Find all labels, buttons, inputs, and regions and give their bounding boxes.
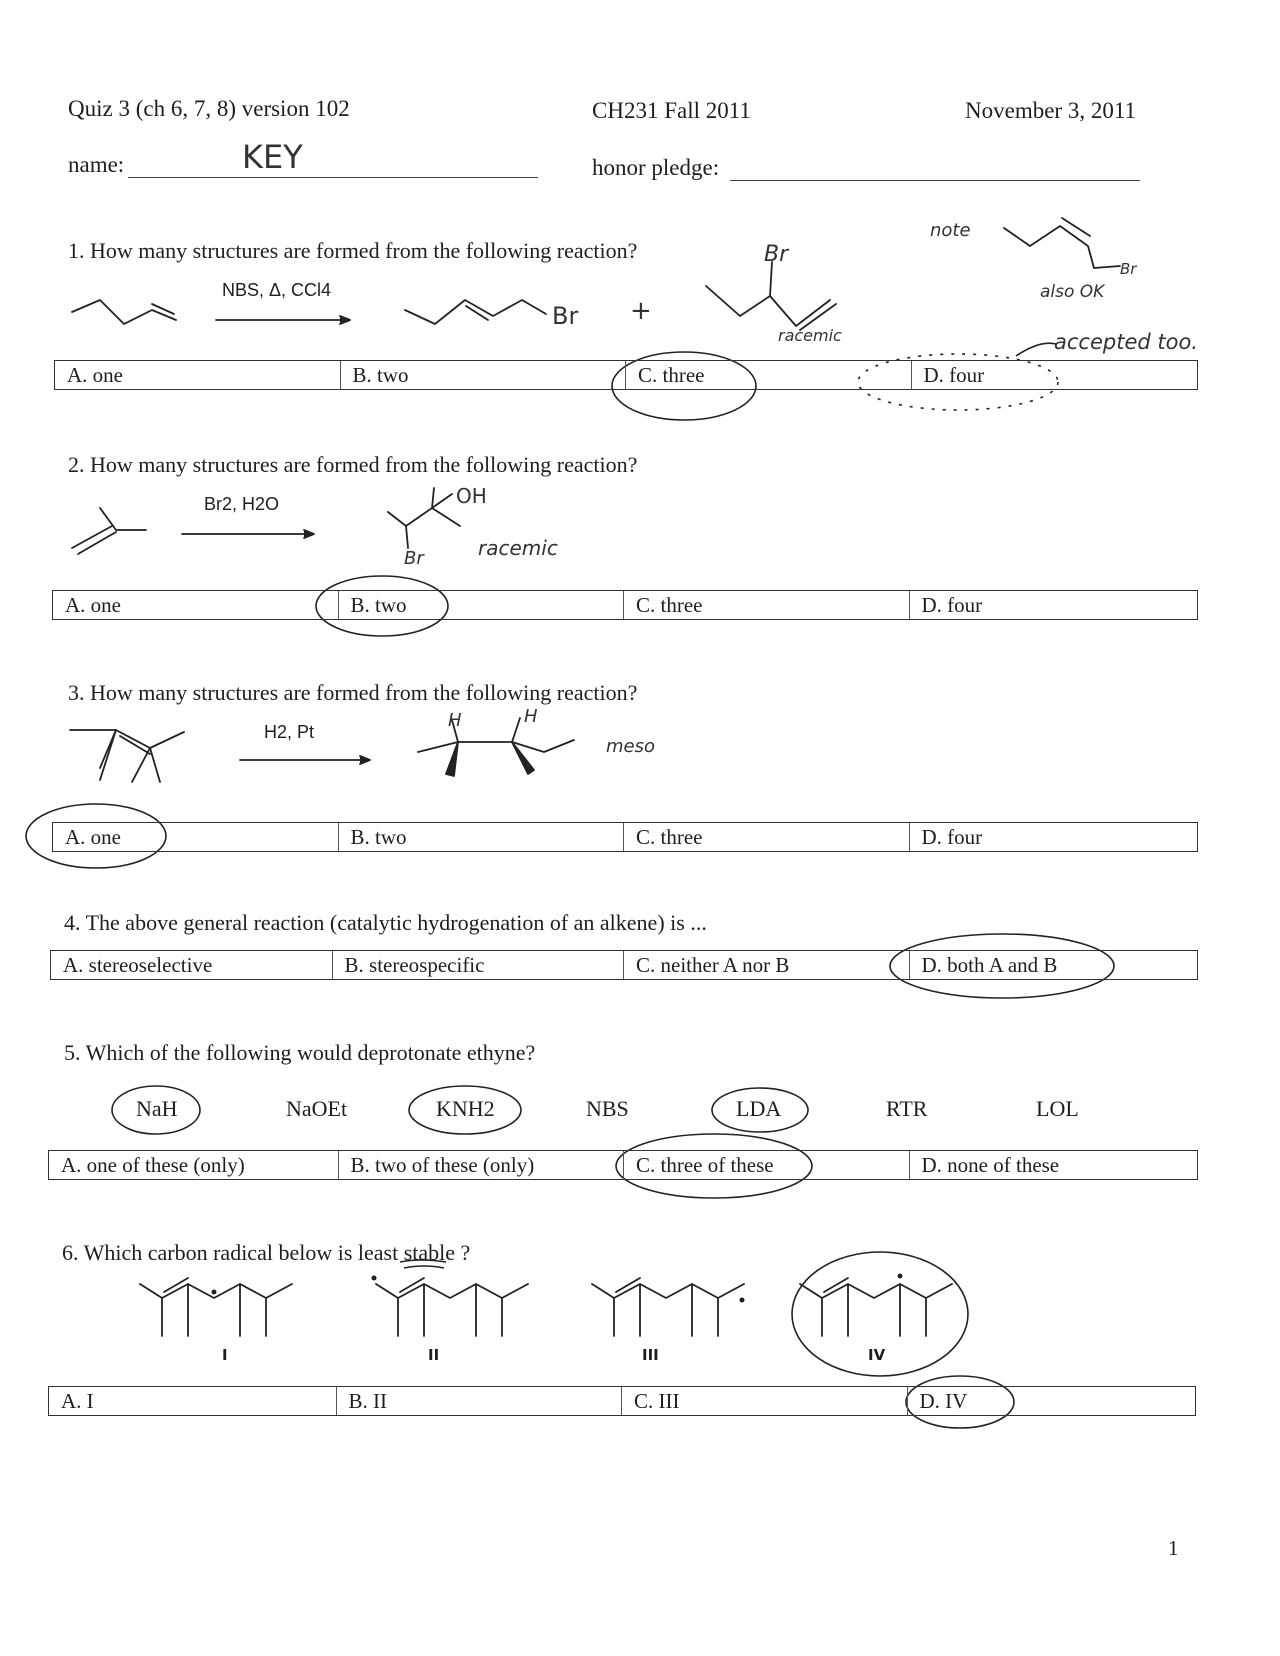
q6-radical-dots xyxy=(212,1274,903,1303)
q2-product-structure xyxy=(388,488,460,548)
q3-reactant-structure xyxy=(70,730,184,782)
q5-option-a[interactable]: A. one of these (only) xyxy=(49,1151,339,1179)
course-label: CH231 Fall 2011 xyxy=(592,98,751,123)
q5-option-b[interactable]: B. two of these (only) xyxy=(339,1151,625,1179)
q6-label-ii: II xyxy=(428,1346,440,1364)
q5-options-row xyxy=(48,1150,1198,1180)
q1-note-br: Br xyxy=(1120,260,1137,278)
reagent-nbs: NBS xyxy=(586,1096,629,1121)
page-number: 1 xyxy=(1168,1536,1179,1560)
q3-option-b[interactable]: B. two xyxy=(339,823,625,851)
q6-label-iii: III xyxy=(642,1346,659,1364)
q6-structure-II xyxy=(376,1278,528,1336)
q1-product2-br: Br xyxy=(764,242,789,267)
q1-option-b[interactable]: B. two xyxy=(341,361,627,389)
q6-label-i: I xyxy=(222,1346,228,1364)
q3-option-c[interactable]: C. three xyxy=(624,823,910,851)
reagent-naoet: NaOEt xyxy=(286,1096,348,1121)
q2-option-d[interactable]: D. four xyxy=(921,593,983,617)
q1-option-d[interactable]: D. four xyxy=(923,363,985,387)
q3-meso-note: meso xyxy=(606,736,655,757)
q2-racemic-note: racemic xyxy=(478,536,558,560)
q4-option-a[interactable]: A. stereoselective xyxy=(51,951,333,979)
q6-option-c[interactable]: C. III xyxy=(622,1387,908,1415)
q4-option-b[interactable]: B. stereospecific xyxy=(333,951,624,979)
reagent-knh2: KNH2 xyxy=(436,1096,495,1121)
honor-pledge-label: honor pledge: xyxy=(592,155,720,180)
q1-option-a[interactable]: A. one xyxy=(55,361,341,389)
q2-oh-label: OH xyxy=(456,484,487,508)
q3-h-label-right: H xyxy=(524,706,538,727)
q3-product-structure xyxy=(418,718,574,776)
reagent-lol: LOL xyxy=(1036,1096,1079,1121)
q6-label-iv: IV xyxy=(868,1346,886,1364)
q3-reagent: H2, Pt xyxy=(264,722,315,742)
q2-options-row xyxy=(52,590,1198,620)
q6-option-b[interactable]: B. II xyxy=(337,1387,623,1415)
q1-accepted-pointer xyxy=(1016,343,1056,356)
q2-prompt: 2. How many structures are formed from the following reaction? xyxy=(68,452,638,477)
q2-reagent: Br2, H2O xyxy=(204,494,280,514)
q1-note-structure xyxy=(1004,218,1120,268)
q2-reactant-structure xyxy=(72,508,146,554)
q3-options-row xyxy=(52,822,1198,852)
q1-product2-structure xyxy=(706,262,836,330)
q1-reagent: NBS, Δ, CCl4 xyxy=(222,280,332,300)
quiz-title: Quiz 3 (ch 6, 7, 8) version 102 xyxy=(68,96,350,121)
q3-prompt: 3. How many structures are formed from the following reaction? xyxy=(68,680,638,705)
q1-accepted-too: accepted too. xyxy=(1054,330,1198,354)
q1-product1-br: Br xyxy=(552,302,579,330)
q1-plus-sign: + xyxy=(630,296,652,326)
reagent-rtr: RTR xyxy=(886,1096,928,1121)
q1-option-c[interactable]: C. three xyxy=(626,361,912,389)
q4-option-c[interactable]: C. neither A nor B xyxy=(624,951,910,979)
name-label: name: xyxy=(68,152,125,177)
q2-option-c[interactable]: C. three xyxy=(624,591,910,619)
reagent-nah: NaH xyxy=(136,1096,178,1121)
q5-option-c[interactable]: C. three of these xyxy=(624,1151,910,1179)
date-label: November 3, 2011 xyxy=(965,98,1136,123)
q2-option-b[interactable]: B. two xyxy=(339,591,625,619)
q4-option-d[interactable]: D. both A and B xyxy=(921,953,1058,977)
q6-prompt: 6. Which carbon radical below is least stable ? xyxy=(62,1240,471,1265)
q1-options-row xyxy=(54,360,1198,390)
q3-h-label-left: H xyxy=(448,710,462,731)
q6-option-d[interactable]: D. IV xyxy=(919,1389,968,1413)
q1-reactant-structure xyxy=(72,300,176,324)
q3-reaction-arrow xyxy=(240,756,370,764)
q2-reaction-arrow xyxy=(182,530,314,538)
q3-option-a[interactable]: A. one xyxy=(53,823,339,851)
q1-note-label: note xyxy=(930,220,971,241)
q6-structure-III xyxy=(592,1278,744,1336)
q6-structure-I xyxy=(140,1278,292,1336)
q1-prompt: 1. How many structures are formed from the following reaction? xyxy=(68,238,638,263)
q1-also-ok: also OK xyxy=(1040,282,1105,302)
q1-reaction-arrow xyxy=(216,316,350,324)
q4-options-row xyxy=(50,950,1198,980)
q4-prompt: 4. The above general reaction (catalytic hydrogenation of an alkene) is ... xyxy=(64,910,707,935)
q5-prompt: 5. Which of the following would deprotonate ethyne? xyxy=(64,1040,536,1065)
reagent-lda: LDA xyxy=(736,1096,782,1121)
q1-product1-structure xyxy=(405,300,546,324)
name-value: KEY xyxy=(242,138,303,176)
q6-option-a[interactable]: A. I xyxy=(49,1387,337,1415)
q6-options-row xyxy=(48,1386,1196,1416)
q2-br-label: Br xyxy=(404,548,424,569)
q3-option-d[interactable]: D. four xyxy=(921,825,983,849)
q2-option-a[interactable]: A. one xyxy=(53,591,339,619)
q6-structure-IV xyxy=(800,1278,952,1336)
q5-option-d[interactable]: D. none of these xyxy=(921,1153,1060,1177)
q1-racemic-note: racemic xyxy=(778,326,842,345)
